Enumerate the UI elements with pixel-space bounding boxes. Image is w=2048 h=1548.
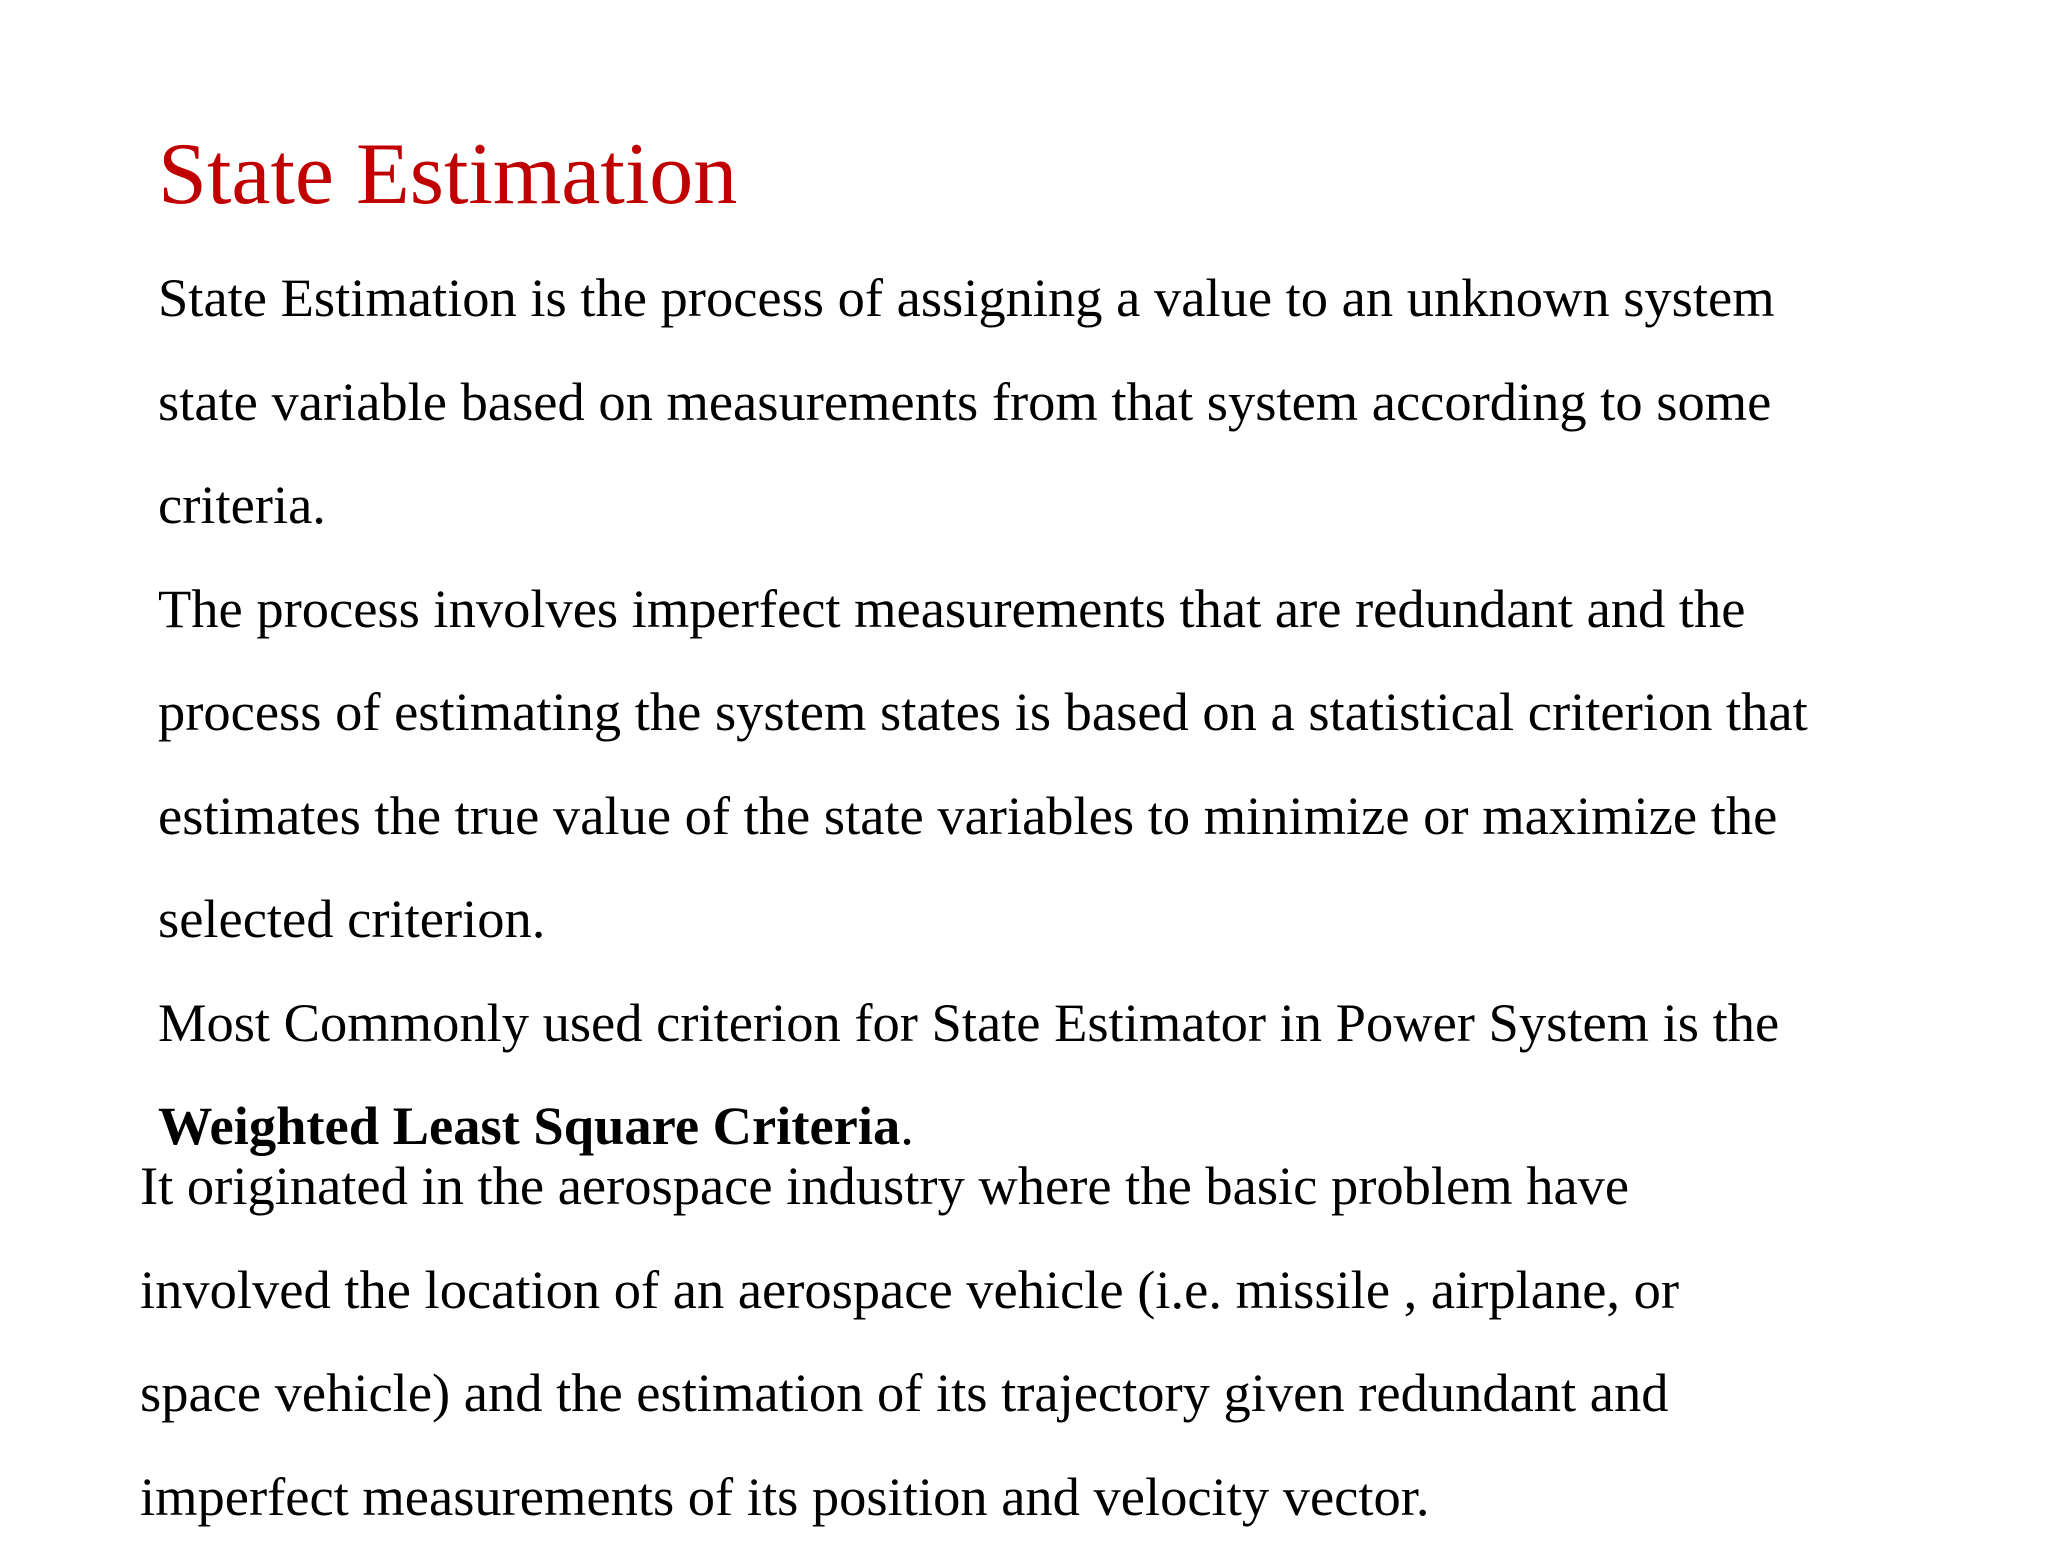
text-line: State Estimation is the process of assigning a value to an unknown system <box>158 246 1988 350</box>
text-line: selected criterion. <box>158 867 1988 971</box>
text-line: space vehicle) and the estimation of its trajectory given redundant and <box>140 1341 1980 1445</box>
text-line: Most Commonly used criterion for State Estimator in Power System is the <box>158 971 1988 1075</box>
text-line: criteria. <box>158 453 1988 557</box>
page-title: State Estimation <box>158 120 737 230</box>
criterion-name: Weighted Least Square Criteria <box>158 1095 900 1156</box>
definition-block <box>158 246 1988 1178</box>
text-line: The process involves imperfect measurements that are redundant and the <box>158 557 1988 661</box>
text-line: involved the location of an aerospace vehicle (i.e. missile , airplane, or <box>140 1238 1980 1342</box>
origin-block <box>140 1134 1980 1548</box>
definition-paragraph <box>158 246 1988 557</box>
text-line: It originated in the aerospace industry where the basic problem have <box>140 1134 1980 1238</box>
origin-paragraph <box>140 1134 1980 1548</box>
process-paragraph <box>158 557 1988 971</box>
text-line: process of estimating the system states is based on a statistical criterion that <box>158 660 1988 764</box>
sentence-period: . <box>900 1095 914 1156</box>
text-line: imperfect measurements of its position and velocity vector. <box>140 1445 1980 1548</box>
text-line: estimates the true value of the state variables to minimize or maximize the <box>158 764 1988 868</box>
text-line: state variable based on measurements from that system according to some <box>158 350 1988 454</box>
